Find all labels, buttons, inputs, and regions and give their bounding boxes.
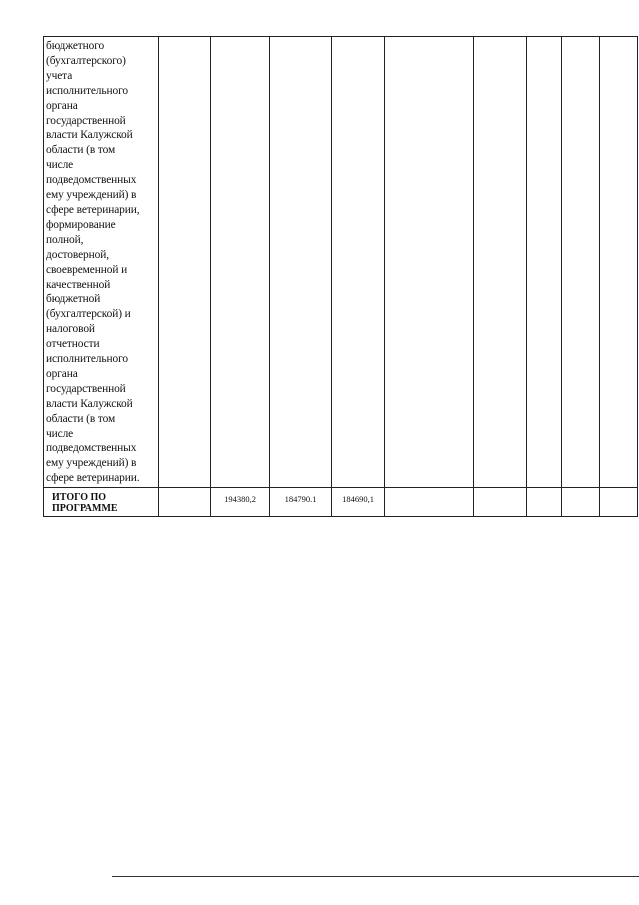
task-description-cell: бюджетного (бухгалтерского) учета исполнительного органа государственной власти Калужской области (в том числе подведомственных ему учреждений) в сфере ветеринарии, формирование полной, достоверной, своевременной и качественной бюджетной (бухгалтерской) и налоговой отчетности исполнительного органа государственной власти Калужской области (в том числе подведомственных ему учреждений) в сфере ветеринарии. xyxy=(44,37,159,488)
total-value-cell: 184690,1 xyxy=(332,488,385,517)
empty-cell xyxy=(385,37,474,488)
empty-cell xyxy=(600,488,638,517)
empty-cell xyxy=(562,37,600,488)
total-label: ИТОГО ПО ПРОГРАММЕ xyxy=(44,488,159,517)
bottom-rule-line xyxy=(112,876,639,877)
total-value-cell: 194380,2 xyxy=(211,488,270,517)
empty-cell xyxy=(159,37,211,488)
empty-cell xyxy=(211,37,270,488)
budget-table xyxy=(43,36,638,517)
empty-cell xyxy=(527,488,562,517)
empty-cell xyxy=(562,488,600,517)
empty-cell xyxy=(474,37,527,488)
empty-cell xyxy=(385,488,474,517)
empty-cell xyxy=(332,37,385,488)
table-row xyxy=(44,37,638,488)
empty-cell xyxy=(527,37,562,488)
empty-cell xyxy=(474,488,527,517)
empty-cell xyxy=(600,37,638,488)
empty-cell xyxy=(270,37,332,488)
empty-cell xyxy=(159,488,211,517)
total-value-cell: 184790.1 xyxy=(270,488,332,517)
total-row xyxy=(44,488,638,517)
